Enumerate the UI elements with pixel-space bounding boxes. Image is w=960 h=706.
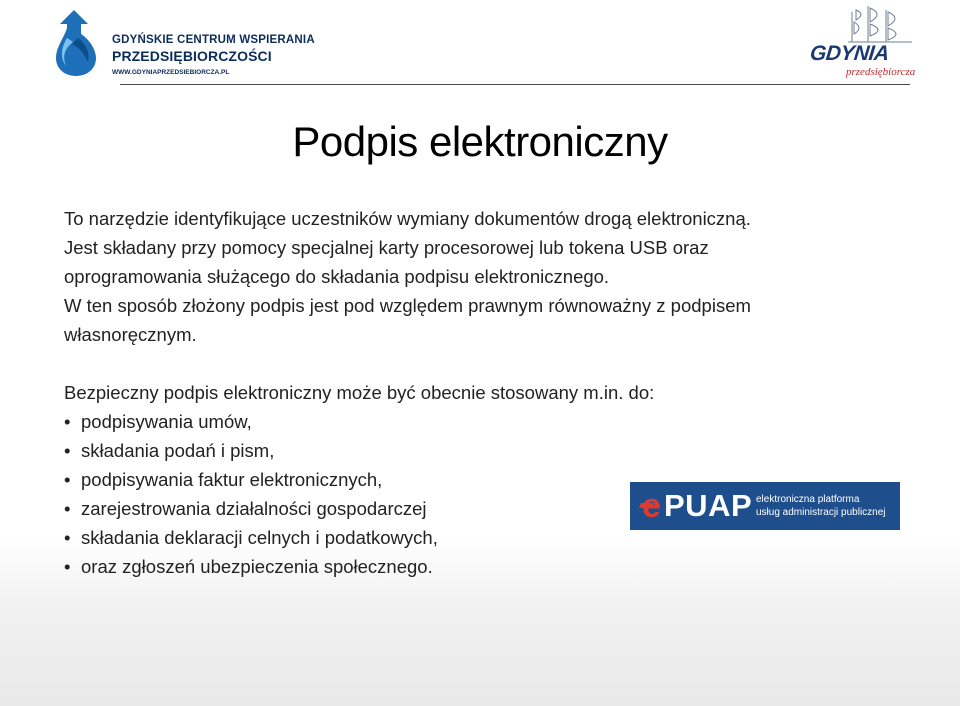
paragraph-line: Jest składany przy pomocy specjalnej karty procesorowej lub tokena USB oraz — [64, 237, 709, 258]
list-item: • podpisywania umów, — [64, 407, 924, 436]
gdynia-tagline: przedsiębiorcza — [846, 66, 916, 78]
paragraph-line: oprogramowania służącego do składania podpisu elektronicznego. — [64, 266, 610, 287]
list-item: • składania deklaracji celnych i podatkowych, — [64, 523, 924, 552]
gdynia-logo — [808, 2, 920, 82]
ship-icon — [808, 2, 920, 46]
epuap-tagline-2: usług administracji publicznej — [756, 507, 886, 518]
paragraph-line: własnoręcznym. — [64, 324, 197, 345]
list-intro: Bezpieczny podpis elektroniczny może być obecnie stosowany m.in. do: — [64, 382, 655, 403]
gcwp-arrow-drop-icon — [50, 4, 102, 78]
list-item: • zarejestrowania działalności gospodarczej — [64, 494, 924, 523]
gcwp-logo — [50, 4, 315, 80]
gcwp-name-line1: GDYŃSKIE CENTRUM WSPIERANIA — [112, 34, 315, 46]
spacer — [64, 349, 924, 378]
epuap-e: e — [642, 487, 661, 525]
header-divider — [120, 84, 910, 85]
gcwp-website: WWW.GDYNIAPRZEDSIEBIORCZA.PL — [112, 69, 230, 76]
epuap-logo — [630, 482, 900, 530]
page-title: Podpis elektroniczny — [292, 118, 668, 165]
paragraph-line: W ten sposób złożony podpis jest pod względem prawnym równoważny z podpisem — [64, 295, 751, 316]
list-item: • składania podań i pism, — [64, 436, 924, 465]
list-item: • oraz zgłoszeń ubezpieczenia społecznego. — [64, 552, 924, 581]
list-item: • podpisywania faktur elektronicznych, — [64, 465, 924, 494]
gdynia-wordmark: GDYNIA — [808, 42, 890, 65]
epuap-wordmark: PUAP — [664, 488, 753, 523]
epuap-tagline-1: elektroniczna platforma — [756, 494, 860, 505]
paragraph-line: To narzędzie identyfikujące uczestników wymiany dokumentów drogą elektroniczną. — [64, 208, 751, 229]
gcwp-name-line2: PRZEDSIĘBIORCZOŚCI — [112, 48, 272, 64]
